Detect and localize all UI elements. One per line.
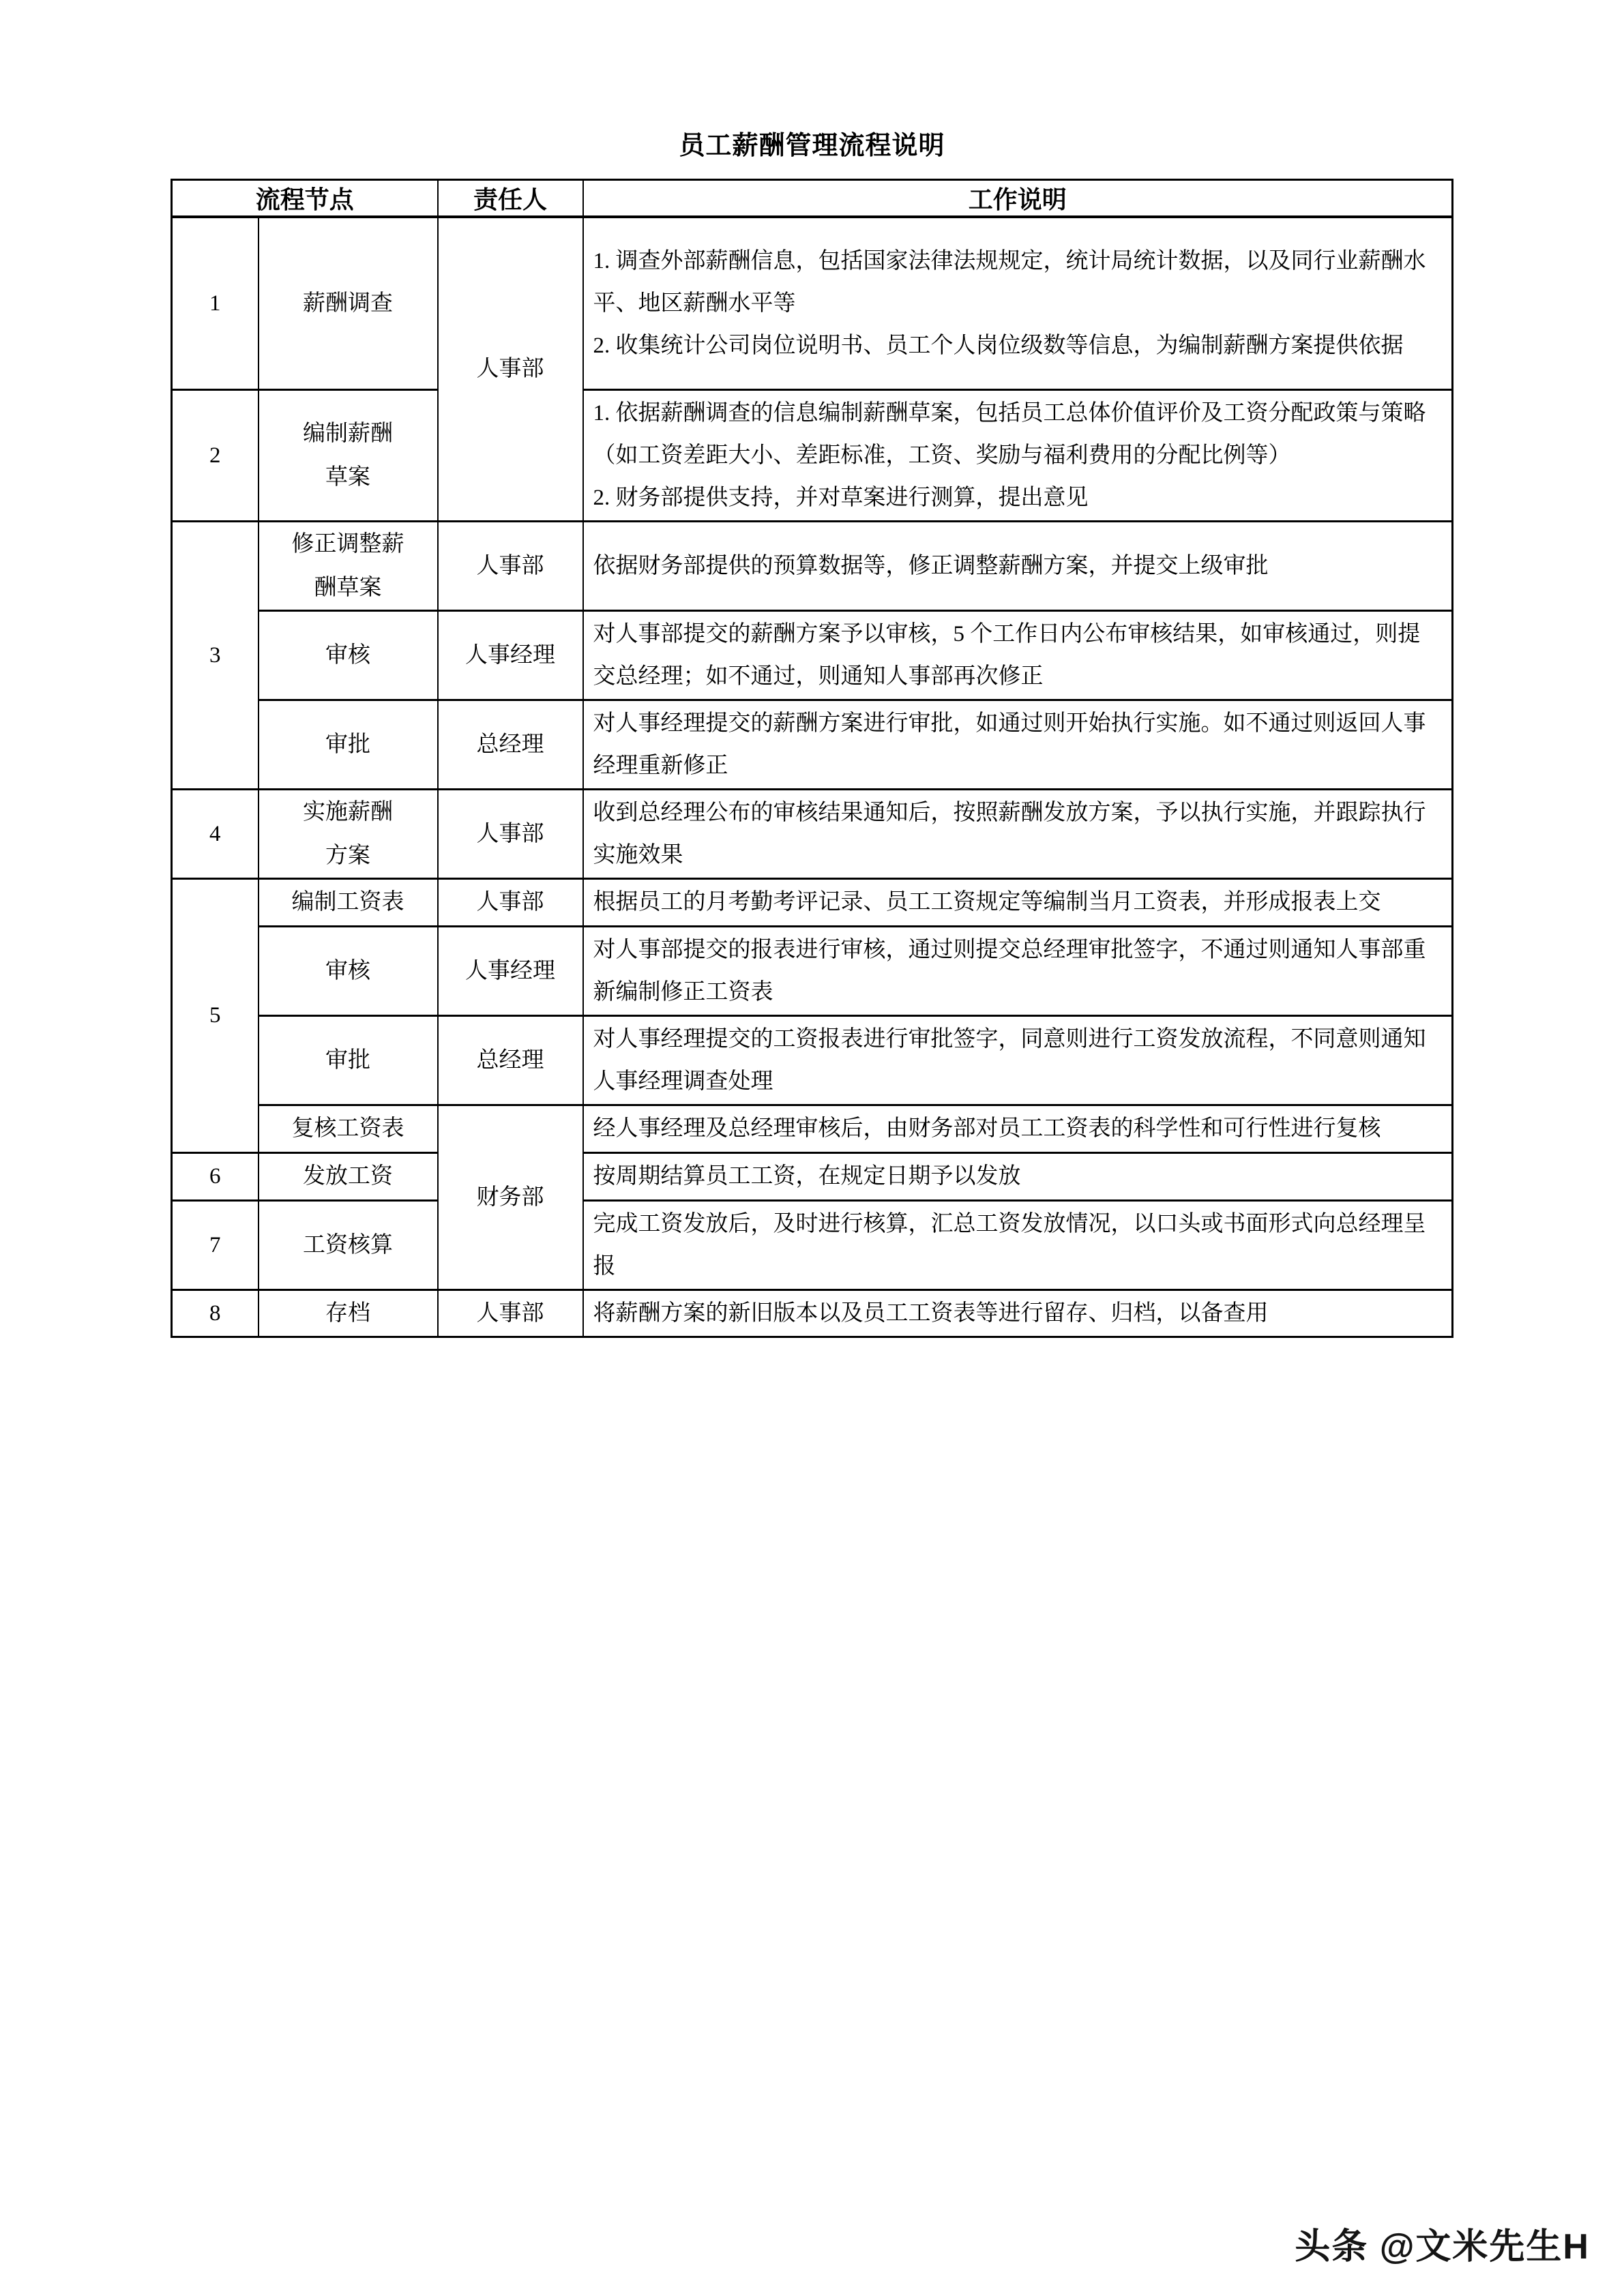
cell-node bbox=[259, 521, 438, 610]
text-line: 审核 bbox=[325, 958, 370, 983]
cell-desc bbox=[583, 610, 1453, 700]
text-line: 根据员工的月考勤考评记录、员工工资规定等编制当月工资表，并形成报表上交 bbox=[593, 890, 1381, 914]
header-row bbox=[172, 180, 1453, 218]
table-row-3b bbox=[172, 610, 1453, 700]
cell-desc bbox=[583, 700, 1453, 789]
cell-node bbox=[259, 1105, 438, 1152]
cell-step-number: 8 bbox=[172, 1289, 259, 1337]
cell-node bbox=[259, 878, 438, 926]
text-line: 发放工资 bbox=[303, 1164, 393, 1189]
cell-node bbox=[259, 700, 438, 789]
text-line: 将薪酬方案的新旧版本以及员工工资表等进行留存、归档，以备查用 bbox=[593, 1300, 1269, 1326]
text-line: 酬草案 bbox=[314, 575, 382, 600]
cell-owner: 财务部 bbox=[438, 1105, 583, 1289]
cell-desc bbox=[583, 521, 1453, 610]
cell-node bbox=[259, 1015, 438, 1105]
header-owner: 责任人 bbox=[438, 180, 583, 218]
text-line: 对人事经理提交的薪酬方案进行审批，如通过则开始执行实施。如不通过则返回人事经理重新修正 bbox=[593, 711, 1426, 778]
cell-step-number: 3 bbox=[172, 521, 259, 789]
table-row-5d bbox=[172, 1105, 1453, 1152]
cell-node bbox=[259, 610, 438, 700]
text-line: 对人事部提交的报表进行审核，通过则提交总经理审批签字，不通过则通知人事部重新编制修正工资表 bbox=[593, 937, 1426, 1004]
cell-desc bbox=[583, 878, 1453, 926]
cell-step-number: 2 bbox=[172, 389, 259, 521]
cell-node bbox=[259, 1152, 438, 1200]
text-line: 依据财务部提供的预算数据等，修正调整薪酬方案，并提交上级审批 bbox=[593, 553, 1269, 578]
cell-desc bbox=[583, 789, 1453, 878]
table-row-2 bbox=[172, 389, 1453, 521]
cell-step-number: 5 bbox=[172, 878, 259, 1152]
text-line: 编制薪酬 bbox=[303, 421, 393, 446]
cell-owner: 人事部 bbox=[438, 789, 583, 878]
cell-owner: 人事部 bbox=[438, 878, 583, 926]
text-line: 复核工资表 bbox=[291, 1116, 404, 1141]
header-node: 流程节点 bbox=[172, 180, 438, 218]
cell-step-number: 6 bbox=[172, 1152, 259, 1200]
table-row-5c bbox=[172, 1015, 1453, 1105]
cell-desc bbox=[583, 1289, 1453, 1337]
text-line: 经人事经理及总经理审核后，由财务部对员工工资表的科学性和可行性进行复核 bbox=[593, 1116, 1381, 1141]
text-line: 审批 bbox=[325, 1047, 370, 1073]
text-line: 1. 调查外部薪酬信息，包括国家法律法规规定，统计局统计数据，以及同行业薪酬水平、地区薪酬水平等 bbox=[593, 248, 1426, 316]
table-row-1 bbox=[172, 217, 1453, 389]
cell-node bbox=[259, 217, 438, 389]
text-line: 审批 bbox=[325, 732, 370, 757]
cell-owner: 总经理 bbox=[438, 1015, 583, 1105]
cell-owner: 人事经理 bbox=[438, 610, 583, 700]
text-line: 完成工资发放后，及时进行核算，汇总工资发放情况，以口头或书面形式向总经理呈报 bbox=[593, 1211, 1426, 1279]
cell-owner: 人事部 bbox=[438, 217, 583, 521]
table-row-7 bbox=[172, 1200, 1453, 1289]
cell-node bbox=[259, 1289, 438, 1337]
cell-owner: 人事部 bbox=[438, 521, 583, 610]
text-line: 对人事经理提交的工资报表进行审批签字，同意则进行工资发放流程，不同意则通知人事经理调查处理 bbox=[593, 1026, 1426, 1094]
cell-desc bbox=[583, 1200, 1453, 1289]
text-line: 编制工资表 bbox=[291, 890, 404, 914]
text-line: 修正调整薪 bbox=[291, 531, 404, 556]
text-line: 2. 财务部提供支持，并对草案进行测算，提出意见 bbox=[593, 485, 1089, 510]
process-table bbox=[171, 179, 1453, 1338]
cell-node bbox=[259, 926, 438, 1015]
table-row-5a bbox=[172, 878, 1453, 926]
cell-desc bbox=[583, 1015, 1453, 1105]
cell-node bbox=[259, 389, 438, 521]
table-row-4 bbox=[172, 789, 1453, 878]
text-line: 收到总经理公布的审核结果通知后，按照薪酬发放方案，予以执行实施，并跟踪执行实施效果 bbox=[593, 800, 1426, 867]
cell-step-number: 7 bbox=[172, 1200, 259, 1289]
cell-desc bbox=[583, 1152, 1453, 1200]
text-line: 工资核算 bbox=[303, 1232, 393, 1257]
text-line: 审核 bbox=[325, 642, 370, 668]
cell-step-number: 4 bbox=[172, 789, 259, 878]
table-row-5b bbox=[172, 926, 1453, 1015]
text-line: 草案 bbox=[325, 464, 370, 490]
cell-node bbox=[259, 789, 438, 878]
text-line: 方案 bbox=[325, 843, 370, 868]
text-line: 1. 依据薪酬调查的信息编制薪酬草案，包括员工总体价值评价及工资分配政策与策略（如工资差距大小、差距标准，工资、奖励与福利费用的分配比例等） bbox=[593, 400, 1426, 468]
table-row-3a bbox=[172, 521, 1453, 610]
cell-desc bbox=[583, 217, 1453, 389]
text-line: 实施薪酬 bbox=[303, 799, 393, 824]
text-line: 2. 收集统计公司岗位说明书、员工个人岗位级数等信息，为编制薪酬方案提供依据 bbox=[593, 333, 1404, 358]
text-line: 对人事部提交的薪酬方案予以审核，5 个工作日内公布审核结果，如审核通过，则提交总经理；如不通过，则通知人事部再次修正 bbox=[593, 621, 1421, 689]
cell-owner: 总经理 bbox=[438, 700, 583, 789]
cell-desc bbox=[583, 1105, 1453, 1152]
cell-owner: 人事经理 bbox=[438, 926, 583, 1015]
watermark: 头条 @文米先生H bbox=[1295, 2227, 1590, 2267]
text-line: 存档 bbox=[325, 1300, 370, 1326]
table-row-6 bbox=[172, 1152, 1453, 1200]
page-title: 员工薪酬管理流程说明 bbox=[679, 132, 945, 160]
cell-step-number: 1 bbox=[172, 217, 259, 389]
text-line: 按周期结算员工工资，在规定日期予以发放 bbox=[593, 1164, 1021, 1189]
table-row-8 bbox=[172, 1289, 1453, 1337]
table-row-3c bbox=[172, 700, 1453, 789]
cell-owner: 人事部 bbox=[438, 1289, 583, 1337]
text-line: 薪酬调查 bbox=[303, 290, 393, 316]
cell-desc bbox=[583, 389, 1453, 521]
header-desc: 工作说明 bbox=[583, 180, 1453, 218]
cell-desc bbox=[583, 926, 1453, 1015]
cell-node bbox=[259, 1200, 438, 1289]
